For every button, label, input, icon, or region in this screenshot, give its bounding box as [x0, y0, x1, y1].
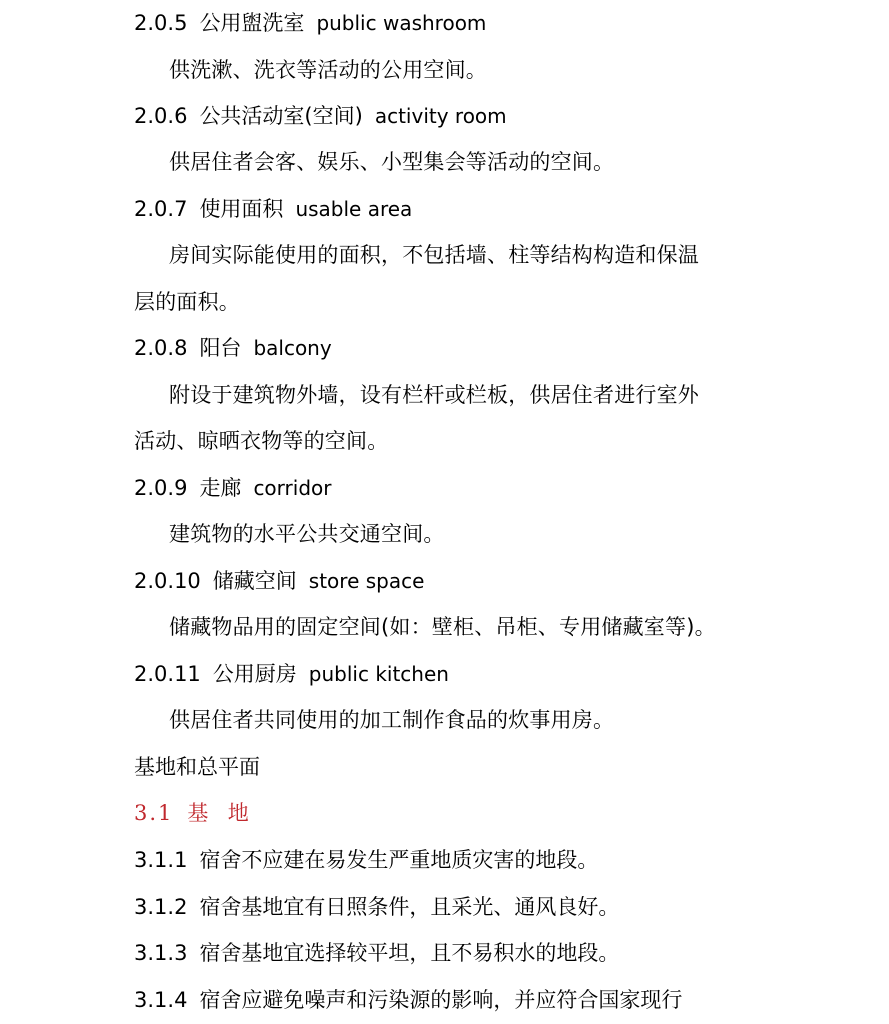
term-number: 2.0.11: [134, 662, 201, 686]
term-chinese: 公用厨房: [212, 662, 297, 686]
term-heading-2-0-5: [134, 9, 486, 37]
term-number: 2.0.7: [134, 197, 188, 221]
term-heading-2-0-6: [134, 102, 507, 130]
term-definition-continued: 活动、晾晒衣物等的空间。: [134, 429, 389, 453]
term-english: store space: [308, 569, 425, 593]
term-english: activity room: [374, 104, 507, 128]
term-chinese: 阳台: [199, 336, 242, 360]
term-number: 2.0.8: [134, 336, 188, 360]
term-heading-2-0-11: [134, 660, 449, 688]
term-heading-2-0-8: [134, 334, 332, 362]
article-text: 宿舍应避免噪声和污染源的影响，并应符合国家现行: [199, 988, 683, 1012]
term-english: corridor: [253, 476, 332, 500]
term-definition: 供居住者共同使用的加工制作食品的炊事用房。: [169, 708, 615, 732]
article-text: 宿舍不应建在易发生严重地质灾害的地段。: [199, 848, 599, 872]
term-number: 2.0.9: [134, 476, 188, 500]
article-3-1-1: [134, 846, 598, 874]
section-number: 3.1: [134, 801, 174, 825]
term-number: 2.0.6: [134, 104, 188, 128]
chapter-title: 基地和总平面: [134, 755, 260, 779]
article-3-1-2: [134, 893, 619, 921]
term-english: public kitchen: [308, 662, 449, 686]
term-definition: 房间实际能使用的面积，不包括墙、柱等结构构造和保温: [169, 243, 699, 267]
article-number: 3.1.2: [134, 895, 188, 919]
term-number: 2.0.10: [134, 569, 201, 593]
term-chinese: 储藏空间: [212, 569, 297, 593]
term-heading-2-0-7: [134, 195, 412, 223]
term-definition-continued: 层的面积。: [134, 290, 240, 314]
term-english: balcony: [253, 336, 332, 360]
term-english: usable area: [295, 197, 413, 221]
term-english: public washroom: [316, 11, 487, 35]
article-number: 3.1.3: [134, 941, 188, 965]
term-chinese: 走廊: [199, 476, 242, 500]
article-text: 宿舍基地宜有日照条件，且采光、通风良好。: [199, 895, 620, 919]
article-text: 宿舍基地宜选择较平坦，且不易积水的地段。: [199, 941, 620, 965]
term-chinese: 公用盥洗室: [199, 11, 305, 35]
term-definition: 建筑物的水平公共交通空间。: [169, 522, 445, 546]
article-3-1-3: [134, 939, 619, 967]
term-definition: 储藏物品用的固定空间(如：壁柜、吊柜、专用储藏室等)。: [169, 615, 716, 639]
section-title: 基 地: [187, 801, 251, 825]
term-heading-2-0-10: [134, 567, 424, 595]
article-3-1-4: [134, 986, 682, 1014]
term-number: 2.0.5: [134, 11, 188, 35]
article-number: 3.1.1: [134, 848, 188, 872]
term-definition: 供洗漱、洗衣等活动的公用空间。: [169, 58, 487, 82]
term-heading-2-0-9: [134, 474, 331, 502]
article-number: 3.1.4: [134, 988, 188, 1012]
section-heading: [134, 799, 251, 827]
term-chinese: 使用面积: [199, 197, 284, 221]
term-chinese: 公共活动室(空间): [199, 104, 363, 128]
term-definition: 供居住者会客、娱乐、小型集会等活动的空间。: [169, 150, 615, 174]
term-definition: 附设于建筑物外墙，设有栏杆或栏板，供居住者进行室外: [169, 383, 699, 407]
